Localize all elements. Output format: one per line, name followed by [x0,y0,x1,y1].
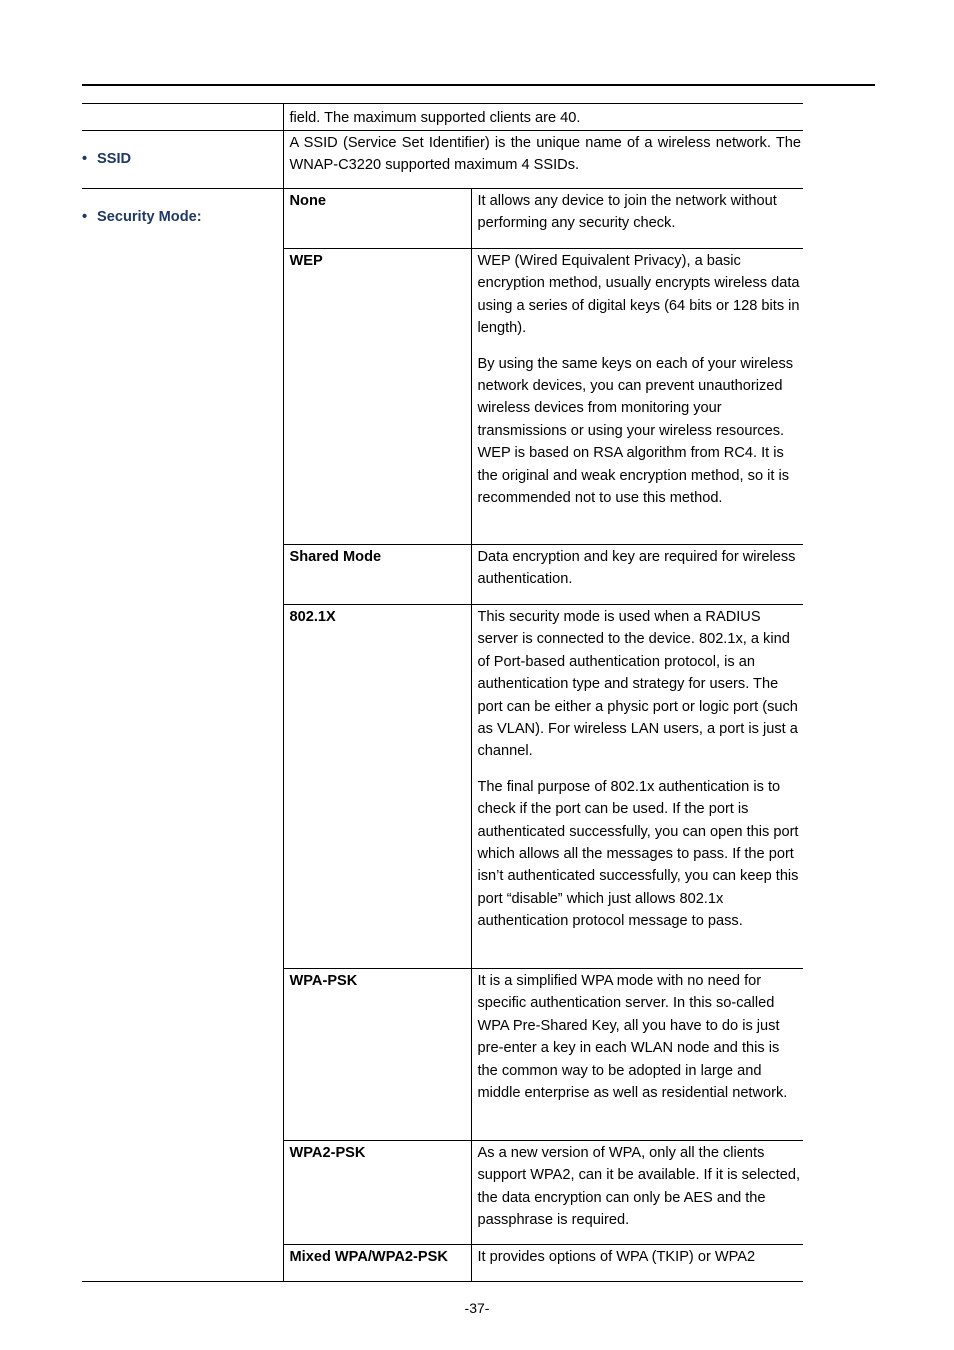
mode-name-mixed: Mixed WPA/WPA2-PSK [283,1245,471,1282]
settings-table [82,103,803,1282]
mode-name-wpa-psk: WPA-PSK [283,969,471,1141]
mode-desc-wpa2-psk [471,1141,803,1245]
paragraph: It allows any device to join the network without performing any security check. [477,193,777,232]
ssid-term [82,131,283,189]
paragraph: This security mode is used when a RADIUS server is connected to the device. 802.1x, a kind of Port-based authentication protocol, is an authentication type and strategy for users. The port can be either a physic port or logic port (such as VLAN). For wireless LAN users, a port is just a channel. [477,609,798,760]
security-term [82,189,283,1282]
bullet-icon: • [82,151,88,168]
continuation-row [82,104,803,131]
mode-desc-wpa-psk [471,969,803,1141]
ssid-description: A SSID (Service Set Identifier) is the unique name of a wireless network. The WNAP-C3220 supported maximum 4 SSIDs. [283,131,803,189]
mode-desc-8021x [471,605,803,969]
paragraph: As a new version of WPA, only all the clients support WPA2, can it be available. If it is selected, the data encryption can only be AES and the passphrase is required. [477,1145,801,1229]
ssid-label: SSID [97,151,132,168]
ssid-row [82,131,803,189]
header-rule [82,84,875,86]
mode-desc-shared [471,545,803,605]
mode-desc-none [471,189,803,249]
security-label: Security Mode: [97,209,202,225]
paragraph: Data encryption and key are required for wireless authentication. [477,549,796,588]
mode-desc-wep [471,249,803,545]
mode-name-wep: WEP [283,249,471,545]
paragraph: By using the same keys on each of your wireless network devices, you can prevent unauthorized wireless devices from monitoring your transmissions or using your wireless resources. WEP is based on RSA algorithm from RC4. It is the original and weak encryption method, so it is recommended not to use this method. [477,355,794,507]
mode-name-wpa2-psk: WPA2-PSK [283,1141,471,1245]
mode-name-shared: Shared Mode [283,545,471,605]
paragraph: It provides options of WPA (TKIP) or WPA2 [477,1249,756,1265]
page-number: -37- [464,1300,490,1316]
continuation-text: field. The maximum supported clients are 40. [283,104,803,131]
paragraph: It is a simplified WPA mode with no need for specific authentication server. In this so-called WPA Pre-Shared Key, all you have to do is just pre-enter a key in each WLAN node and this is the common way to be adopted in large and middle enterprise as well as residential network. [477,973,788,1102]
paragraph: WEP (Wired Equivalent Privacy), a basic encryption method, usually encrypts wireless data using a series of digital keys (64 bits or 128 bits in length). [477,253,800,337]
paragraph: The final purpose of 802.1x authentication is to check if the port can be used. If the port is authenticated successfully, you can open this port which allows all the messages to pass. If the port isn’t authenticated successfully, you can keep this port “disable” which just allows 802.1x authentication protocol message to pass. [477,778,799,930]
mode-desc-mixed [471,1245,803,1282]
mode-name-none: None [283,189,471,249]
mode-name-8021x: 802.1X [283,605,471,969]
mode-row [82,189,803,249]
bullet-icon: • [82,209,88,225]
